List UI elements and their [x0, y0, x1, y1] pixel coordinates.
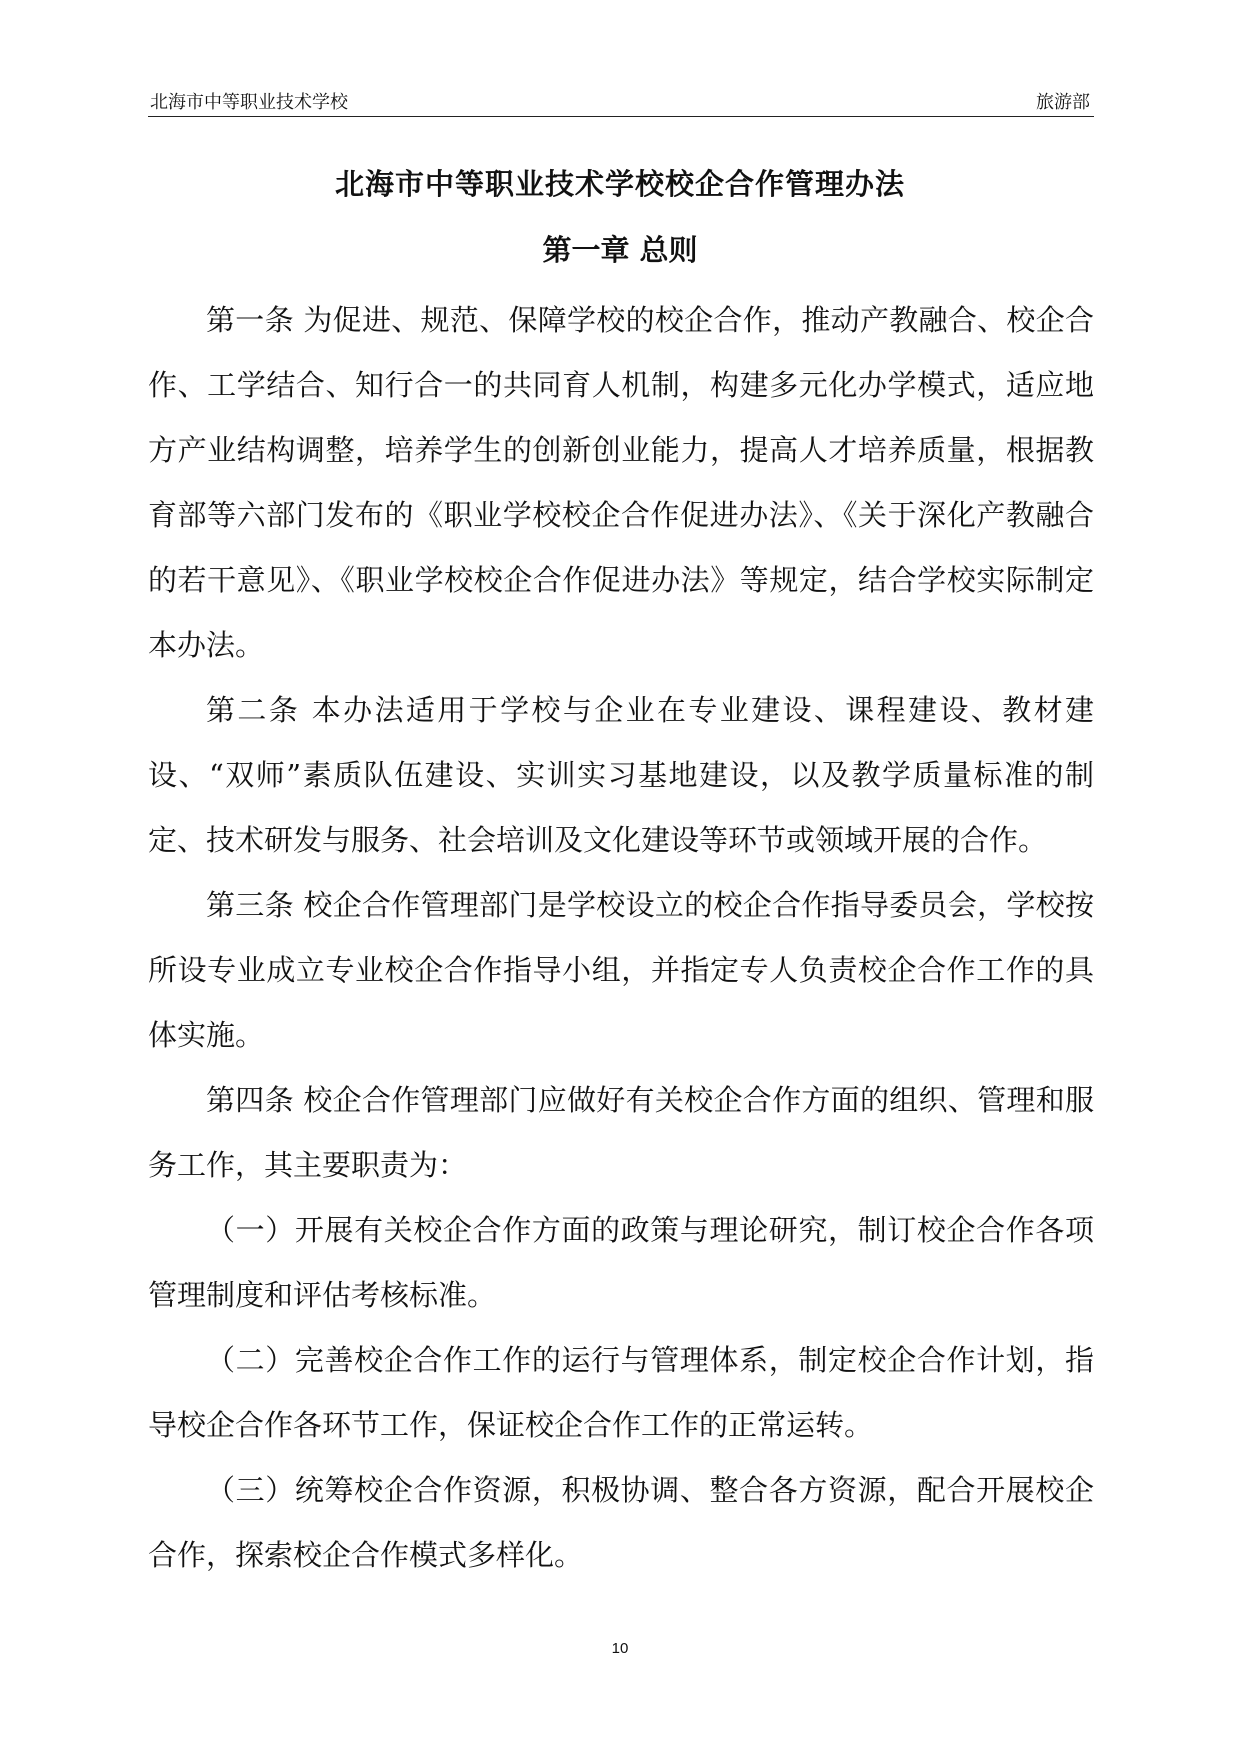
header-school-name: 北海市中等职业技术学校 — [150, 92, 348, 113]
article-4: 第四条 校企合作管理部门应做好有关校企合作方面的组织、管理和服务工作，其主要职责为： — [148, 1083, 1094, 1182]
page-number: 10 — [611, 1640, 629, 1657]
article-4-item-2: （二）完善校企合作工作的运行与管理体系，制定校企合作计划，指导校企合作各环节工作，保证校企合作工作的正常运转。 — [148, 1343, 1094, 1442]
chapter-heading: 第一章 总则 — [542, 233, 698, 267]
document-title: 北海市中等职业技术学校校企合作管理办法 — [334, 167, 905, 201]
page-header — [148, 86, 1094, 117]
article-2: 第二条 本办法适用于学校与企业在专业建设、课程建设、教材建设、“双师”素质队伍建设、实训实习基地建设，以及教学质量标准的制定、技术研发与服务、社会培训及文化建设等环节或领域开展的合作。 — [148, 693, 1094, 857]
header-department: 旅游部 — [1036, 92, 1090, 113]
article-4-item-1: （一）开展有关校企合作方面的政策与理论研究，制订校企合作各项管理制度和评估考核标准。 — [148, 1213, 1094, 1312]
document-body — [148, 288, 1094, 1588]
article-3: 第三条 校企合作管理部门是学校设立的校企合作指导委员会，学校按所设专业成立专业校企合作指导小组，并指定专人负责校企合作工作的具体实施。 — [148, 888, 1094, 1052]
article-1: 第一条 为促进、规范、保障学校的校企合作，推动产教融合、校企合作、工学结合、知行合一的共同育人机制，构建多元化办学模式，适应地方产业结构调整，培养学生的创新创业能力，提高人才培养质量，根据教育部等六部门发布的《职业学校校企合作促进办法》、《关于深化产教融合的若干意见》、《职业学校校企合作促进办法》等规定，结合学校实际制定本办法。 — [148, 303, 1094, 662]
article-4-item-3: （三）统筹校企合作资源，积极协调、整合各方资源，配合开展校企合作，探索校企合作模式多样化。 — [148, 1473, 1094, 1572]
